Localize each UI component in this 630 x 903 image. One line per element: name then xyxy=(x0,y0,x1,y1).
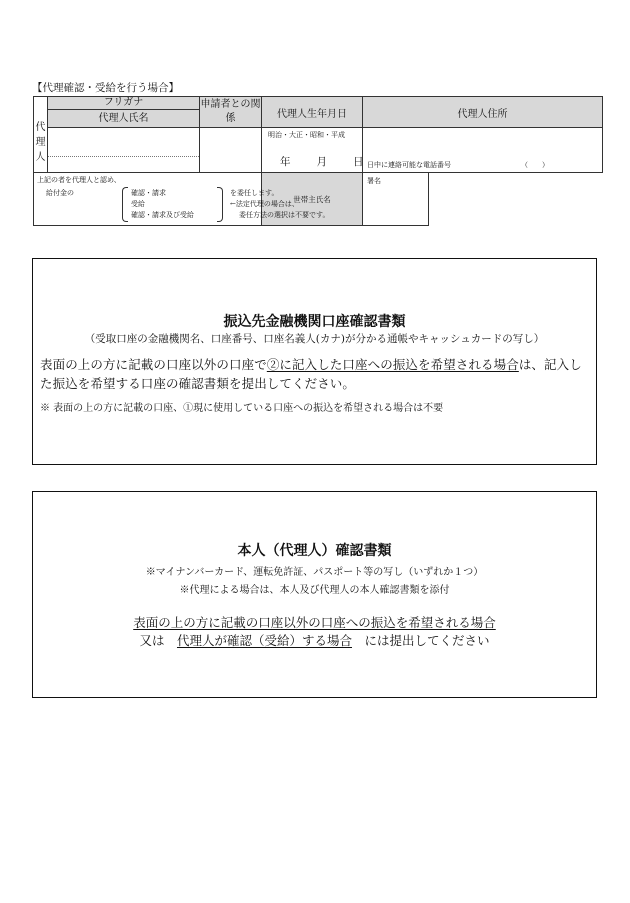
side-char-3: 人 xyxy=(35,151,46,163)
furigana-header: フリガナ xyxy=(48,97,200,110)
signature-label: 署名 xyxy=(367,177,381,185)
phone-area-paren: （ ） xyxy=(521,161,549,169)
phone-label: 日中に連絡可能な電話番号 xyxy=(367,161,451,169)
signature-field[interactable] xyxy=(363,173,429,226)
agent-furigana-field[interactable] xyxy=(48,144,199,157)
side-char-2: 理 xyxy=(35,136,46,148)
birth-day-label: 日 xyxy=(353,156,364,168)
option-confirm-claim-receive[interactable]: 確認・請求及び受給 xyxy=(131,211,194,219)
householder-label: 世帯主氏名 xyxy=(262,173,363,226)
id-cond2-underlined: 代理人が確認（受給）する場合 xyxy=(176,633,352,648)
id-cond2-suffix: には提出してください xyxy=(364,633,490,648)
agent-table xyxy=(33,96,603,226)
identity-document-box xyxy=(32,491,597,698)
relationship-field[interactable] xyxy=(200,128,262,173)
id-box-title: 本人（代理人）確認書類 xyxy=(237,543,392,559)
delegation-line-1: 上記の者を代理人と認め、 xyxy=(37,176,121,184)
option-confirm-claim[interactable]: 確認・請求 xyxy=(131,189,166,197)
address-header: 代理人住所 xyxy=(363,97,603,128)
birthdate-header: 代理人生年月日 xyxy=(262,97,363,128)
bank-para-part-a: 表面の上の方に記載の口座以外の口座で xyxy=(40,357,267,372)
side-char-1: 代 xyxy=(35,121,46,133)
bank-para-part-b: は、記入した振込を希望する口座の確認書類を提出してください。 xyxy=(40,357,582,391)
id-cond2-prefix: 又は xyxy=(139,633,165,648)
delegation-line-2: 給付金の xyxy=(46,189,74,197)
bank-box-subtitle: （受取口座の金融機関名、口座番号、口座名義人(カナ)が分かる通帳やキャッシュカードの写し） xyxy=(84,333,545,345)
birth-year-label: 年 xyxy=(280,156,291,168)
birth-month-label: 月 xyxy=(316,156,327,168)
birthdate-field[interactable] xyxy=(262,128,363,173)
agent-side-label xyxy=(34,97,48,173)
relationship-header: 申請者との関係 xyxy=(200,97,262,128)
entrust-text: を委任します。 xyxy=(230,189,279,197)
id-box-condition-2 xyxy=(33,631,596,649)
bank-box-paragraph xyxy=(40,355,588,393)
left-brace xyxy=(122,187,128,222)
id-box-condition-1: 表面の上の方に記載の口座以外の口座への振込を希望される場合 xyxy=(133,615,496,630)
bank-box-note: ※ 表面の上の方に記載の口座、①現に使用している口座への振込を希望される場合は不要 xyxy=(40,403,444,414)
option-receive[interactable]: 受給 xyxy=(131,200,145,208)
bank-account-document-box xyxy=(32,258,597,465)
legal-note-1: ←法定代理の場合は、 xyxy=(230,200,299,208)
id-box-note-2: ※代理による場合は、本人及び代理人の本人確認書類を添付 xyxy=(179,585,450,596)
name-header: 代理人氏名 xyxy=(48,110,200,128)
agent-name-field[interactable] xyxy=(48,128,200,173)
right-brace xyxy=(217,187,223,222)
birth-era-options: 明治・大正・昭和・平成 xyxy=(268,131,345,139)
agent-section-title: 【代理確認・受給を行う場合】 xyxy=(32,82,179,94)
id-box-note-1: ※マイナンバーカード、運転免許証、パスポート等の写し（いずれか１つ） xyxy=(145,567,484,578)
legal-note-2: 委任方法の選択は不要です。 xyxy=(239,211,330,219)
bank-box-title: 振込先金融機関口座確認書類 xyxy=(223,314,406,330)
address-field[interactable] xyxy=(363,128,603,173)
bank-para-underlined: ②に記入した口座への振込を希望される場合 xyxy=(266,357,519,372)
